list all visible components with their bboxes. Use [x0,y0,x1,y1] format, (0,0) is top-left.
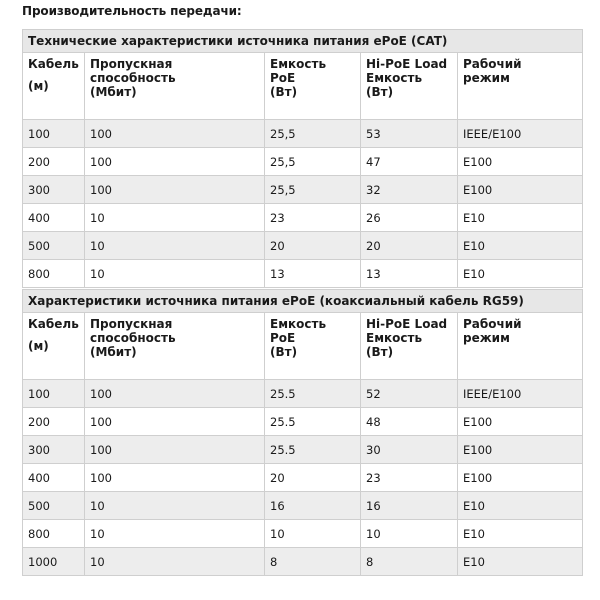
table-row [23,120,583,148]
cell-bandwidth: 100 [85,120,265,148]
cell-hipoe: 23 [361,464,458,492]
header-line: Рабочий [463,57,522,71]
page-title: Производительность передачи: [22,4,242,18]
header-cable [23,53,85,120]
header-line: (м) [28,339,49,353]
cell-bandwidth: 100 [85,380,265,408]
cell-hipoe: 52 [361,380,458,408]
cell-cable: 200 [23,148,85,176]
cell-hipoe: 32 [361,176,458,204]
cell-bandwidth: 100 [85,436,265,464]
cell-mode: E100 [458,464,583,492]
header-line: (м) [28,79,49,93]
cell-bandwidth: 100 [85,148,265,176]
cell-poe: 25,5 [265,148,361,176]
table-row [23,492,583,520]
cell-mode: E10 [458,204,583,232]
header-mode [458,313,583,380]
header-line: (Вт) [270,85,298,99]
header-line: Hi-PoE Load [366,57,448,71]
table-caption: Характеристики источника питания ePoE (коаксиальный кабель RG59) [23,290,583,313]
cell-hipoe: 47 [361,148,458,176]
cell-hipoe: 53 [361,120,458,148]
cell-cable: 800 [23,520,85,548]
cell-cable: 100 [23,120,85,148]
header-line: Емкость [270,57,327,71]
header-line: режим [463,331,510,345]
table-header-row [23,313,583,380]
cell-mode: E100 [458,148,583,176]
table-row [23,520,583,548]
table-caption: Технические характеристики источника питания ePoE (CAT) [23,30,583,53]
table-row [23,176,583,204]
header-line: Пропускная [90,57,173,71]
cell-poe: 25,5 [265,120,361,148]
cell-mode: E10 [458,260,583,288]
table-row [23,260,583,288]
cell-cable: 1000 [23,548,85,576]
cell-mode: E10 [458,232,583,260]
cell-poe: 10 [265,520,361,548]
spec-table-coax [22,289,583,576]
table-row [23,464,583,492]
cell-cable: 400 [23,464,85,492]
cell-mode: IEEE/E100 [458,380,583,408]
header-poe-capacity [265,313,361,380]
table-row [23,408,583,436]
cell-bandwidth: 10 [85,260,265,288]
cell-cable: 300 [23,436,85,464]
cell-poe: 25.5 [265,408,361,436]
cell-cable: 400 [23,204,85,232]
cell-mode: IEEE/E100 [458,120,583,148]
header-line: Пропускная [90,317,173,331]
table-row [23,204,583,232]
cell-poe: 13 [265,260,361,288]
cell-poe: 25.5 [265,380,361,408]
header-bandwidth [85,53,265,120]
cell-bandwidth: 10 [85,548,265,576]
cell-poe: 16 [265,492,361,520]
cell-bandwidth: 10 [85,520,265,548]
header-mode [458,53,583,120]
header-line: Емкость [366,71,423,85]
cell-hipoe: 30 [361,436,458,464]
header-line: (Мбит) [90,85,137,99]
cell-mode: E10 [458,492,583,520]
header-line: Кабель [28,57,79,71]
header-line: способность [90,331,176,345]
cell-cable: 200 [23,408,85,436]
cell-mode: E100 [458,408,583,436]
cell-cable: 800 [23,260,85,288]
header-line: режим [463,71,510,85]
table-row [23,436,583,464]
header-poe-capacity [265,53,361,120]
cell-bandwidth: 100 [85,176,265,204]
header-line: Hi-PoE Load [366,317,448,331]
table-row [23,380,583,408]
cell-cable: 300 [23,176,85,204]
header-line: (Мбит) [90,345,137,359]
cell-hipoe: 13 [361,260,458,288]
cell-poe: 20 [265,464,361,492]
cell-poe: 25,5 [265,176,361,204]
cell-cable: 500 [23,492,85,520]
cell-bandwidth: 10 [85,232,265,260]
header-hipoe-capacity [361,313,458,380]
table-row [23,232,583,260]
header-line: PoE [270,331,296,345]
cell-hipoe: 16 [361,492,458,520]
table-row [23,548,583,576]
header-line: Кабель [28,317,79,331]
header-hipoe-capacity [361,53,458,120]
cell-hipoe: 26 [361,204,458,232]
header-line: (Вт) [366,345,394,359]
cell-hipoe: 10 [361,520,458,548]
cell-bandwidth: 10 [85,492,265,520]
header-line: способность [90,71,176,85]
header-line: (Вт) [270,345,298,359]
cell-bandwidth: 10 [85,204,265,232]
header-line: (Вт) [366,85,394,99]
table-row [23,148,583,176]
header-line: Емкость [366,331,423,345]
cell-poe: 20 [265,232,361,260]
spec-table-cat [22,29,583,288]
cell-mode: E10 [458,520,583,548]
header-line: Рабочий [463,317,522,331]
cell-mode: E100 [458,436,583,464]
cell-poe: 23 [265,204,361,232]
cell-hipoe: 20 [361,232,458,260]
cell-bandwidth: 100 [85,408,265,436]
cell-bandwidth: 100 [85,464,265,492]
table-header-row [23,53,583,120]
cell-mode: E100 [458,176,583,204]
cell-mode: E10 [458,548,583,576]
cell-poe: 25.5 [265,436,361,464]
cell-hipoe: 8 [361,548,458,576]
cell-poe: 8 [265,548,361,576]
cell-cable: 100 [23,380,85,408]
cell-hipoe: 48 [361,408,458,436]
header-bandwidth [85,313,265,380]
header-cable [23,313,85,380]
cell-cable: 500 [23,232,85,260]
header-line: Емкость [270,317,327,331]
header-line: PoE [270,71,296,85]
